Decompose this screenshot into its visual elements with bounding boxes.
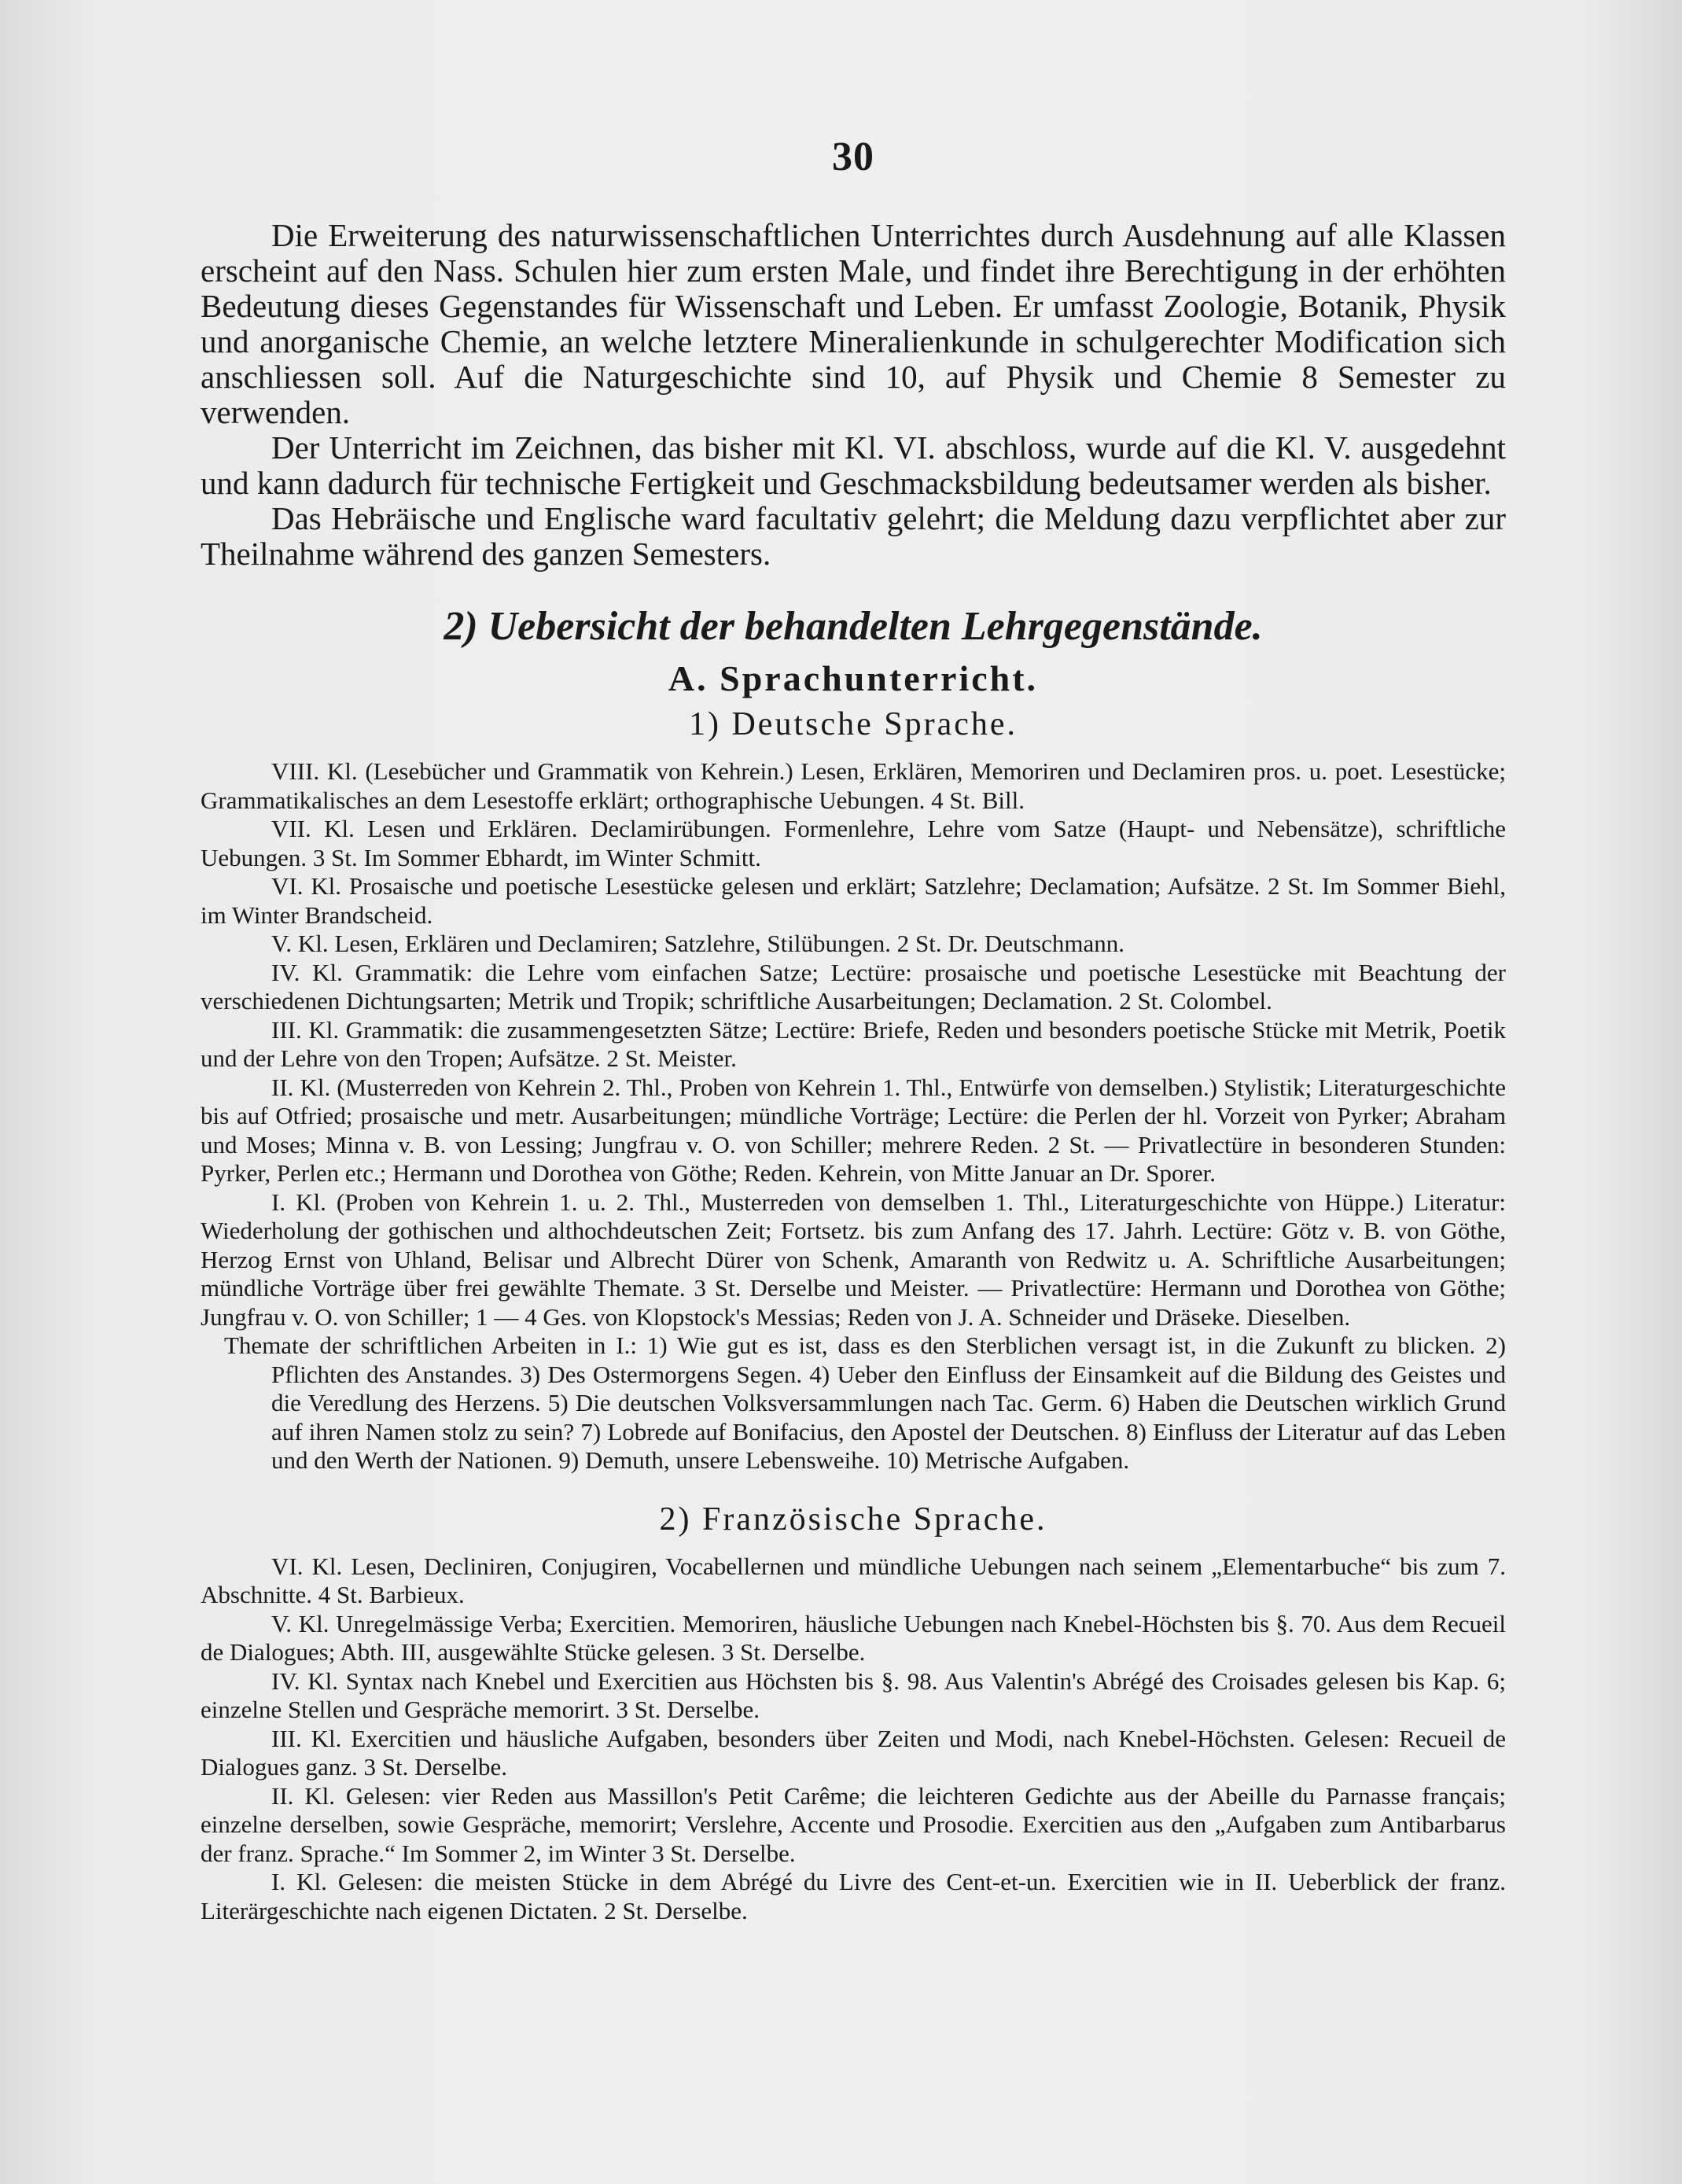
class-entry: IV. Kl. Grammatik: die Lehre vom einfachen Satze; Lectüre: prosaische und poetische Lesestücke mit Beachtung der verschiedenen Dichtungsarten; Metrik und Tropik; schriftliche Ausarbeitungen; Declamation. 2 St. Colombel. [201,958,1506,1015]
class-entry: VI. Kl. Lesen, Decliniren, Conjugiren, Vocabellernen und mündliche Uebungen nach seinem „Elementarbuche“ bis zum 7. Abschnitte. 4 St. Barbieux. [201,1552,1506,1608]
intro-paragraph: Die Erweiterung des naturwissenschaftlichen Unterrichtes durch Ausdehnung auf alle Klassen erscheint auf den Nass. Schulen hier zum ersten Male, und findet ihre Berechtigung in der erhöhten Bedeutung dieses Gegenstandes für Wissenschaft und Leben. Er umfasst Zoologie, Botanik, Physik und anorganische Chemie, an welche letztere Mineralienkunde in schulgerechter Modification sich anschliessen soll. Auf die Naturgeschichte sind 10, auf Physik und Chemie 8 Semester zu verwenden. [201,217,1506,430]
class-entry: I. Kl. Gelesen: die meisten Stücke in dem Abrégé du Livre des Cent-et-un. Exercitien wie in II. Ueberblick der franz. Literärgeschichte nach eigenen Dictaten. 2 St. Derselbe. [201,1868,1506,1924]
intro-text [201,218,1506,572]
subsection-title: A. Sprachunterricht. [668,658,1039,698]
class-entry: V. Kl. Unregelmässige Verba; Exercitien. Memoriren, häusliche Uebungen nach Knebel-Höchsten bis §. 70. Aus dem Recueil de Dialogues; Abth. III, ausgewählte Stücke gelesen. 3 St. Derselbe. [201,1609,1506,1666]
page-content [201,134,1506,1925]
franzoesisch-section [201,1552,1506,1926]
class-entry: I. Kl. (Proben von Kehrein 1. u. 2. Thl., Musterreden von demselben 1. Thl., Literaturgeschichte von Hüppe.) Literatur: Wiederholung der gothischen und althochdeutschen Zeit; Fortsetz. bis zum Anfang des 17. Jahrh. Lectüre: Götz v. B. von Göthe, Herzog Ernst von Uhland, Belisar und Albrecht Dürer von Schenk, Amaranth von Redwitz u. A. Schriftliche Ausarbeitungen; mündliche Vorträge über frei gewählte Themate. 3 St. Derselbe und Meister. — Privatlectüre: Hermann und Dorothea von Göthe; Jungfrau v. O. von Schiller; 1 — 4 Ges. von Klopstock's Messias; Reden von J. A. Schneider und Dräseke. Dieselben. [201,1188,1506,1331]
page-number: 30 [832,134,874,179]
class-entry: VII. Kl. Lesen und Erklären. Declamirübungen. Formenlehre, Lehre vom Satze (Haupt- und Nebensätze), schriftliche Uebungen. 3 St. Im Sommer Ebhardt, im Winter Schmitt. [201,815,1506,871]
class-entry: IV. Kl. Syntax nach Knebel und Exercitien aus Höchsten bis §. 98. Aus Valentin's Abrégé des Croisades gelesen bis Kap. 6; einzelne Stellen und Gespräche memorirt. 3 St. Derselbe. [201,1667,1506,1723]
class-entry: II. Kl. Gelesen: vier Reden aus Massillon's Petit Carême; die leichteren Gedichte aus der Abeille du Parnasse français; einzelne derselben, sowie Gespräche, memorirt; Verslehre, Accente und Prosodie. Exercitien aus den „Aufgaben zum Antibarbarus der franz. Sprache.“ Im Sommer 2, im Winter 3 St. Derselbe. [201,1781,1506,1867]
section-title: 2) Uebersicht der behandelten Lehrgegenstände. [444,604,1263,649]
class-entry: III. Kl. Exercitien und häusliche Aufgaben, besonders über Zeiten und Modi, nach Knebel-Höchsten. Gelesen: Recueil de Dialogues ganz. 3 St. Derselbe. [201,1724,1506,1781]
franzoesisch-heading: 2) Französische Sprache. [659,1501,1047,1538]
essay-themes: Themate der schriftlichen Arbeiten in I.: 1) Wie gut es ist, dass es den Sterblichen versagt ist, in die Zukunft zu blicken. 2) Pflichten des Anstandes. 3) Des Ostermorgens Segen. 4) Ueber den Einfluss der Einsamkeit auf die Bildung des Geistes und die Veredlung des Herzens. 5) Die deutschen Volksversammlungen nach Tac. Germ. 6) Haben die Deutschen wirklich Grund auf ihren Namen stolz zu sein? 7) Lobrede auf Bonifacius, den Apostel der Deutschen. 8) Einfluss der Literatur auf das Leben und den Werth der Nationen. 9) Demuth, unsere Lebensweihe. 10) Metrische Aufgaben. [224,1331,1506,1474]
intro-paragraph: Der Unterricht im Zeichnen, das bisher mit Kl. VI. abschloss, wurde auf die Kl. V. ausgedehnt und kann dadurch für technische Fertigkeit und Geschmacksbildung bedeutsamer werden als bisher. [201,429,1506,501]
intro-paragraph: Das Hebräische und Englische ward facultativ gelehrt; die Meldung dazu verpflichtet aber zur Theilnahme während des ganzen Semesters. [201,500,1506,572]
deutsch-section [201,757,1506,1475]
class-entry: VIII. Kl. (Lesebücher und Grammatik von Kehrein.) Lesen, Erklären, Memoriren und Declamiren pros. u. poet. Lesestücke; Grammatikalisches an dem Lesestoffe erklärt; orthographische Uebungen. 4 St. Bill. [201,757,1506,814]
class-entry: VI. Kl. Prosaische und poetische Lesestücke gelesen und erklärt; Satzlehre; Declamation; Aufsätze. 2 St. Im Sommer Biehl, im Winter Brandscheid. [201,872,1506,929]
deutsch-heading: 1) Deutsche Sprache. [688,706,1018,742]
class-entry: III. Kl. Grammatik: die zusammengesetzten Sätze; Lectüre: Briefe, Reden und besonders poetische Stücke mit Metrik, Poetik und der Lehre von den Tropen; Aufsätze. 2 St. Meister. [201,1015,1506,1072]
class-entry: V. Kl. Lesen, Erklären und Declamiren; Satzlehre, Stilübungen. 2 St. Dr. Deutschmann. [271,930,1125,957]
class-entry: II. Kl. (Musterreden von Kehrein 2. Thl., Proben von Kehrein 1. Thl., Entwürfe von demselben.) Stylistik; Literaturgeschichte bis auf Otfried; prosaische und metr. Ausarbeitungen; mündliche Vorträge; Lectüre: die Perlen der hl. Vorzeit von Pyrker; Abraham und Moses; Minna v. B. von Lessing; Jungfrau v. O. von Schiller; mehrere Reden. 2 St. — Privatlectüre in besonderen Stunden: Pyrker, Perlen etc.; Hermann und Dorothea von Göthe; Reden. Kehrein, von Mitte Januar an Dr. Sporer. [201,1073,1506,1187]
